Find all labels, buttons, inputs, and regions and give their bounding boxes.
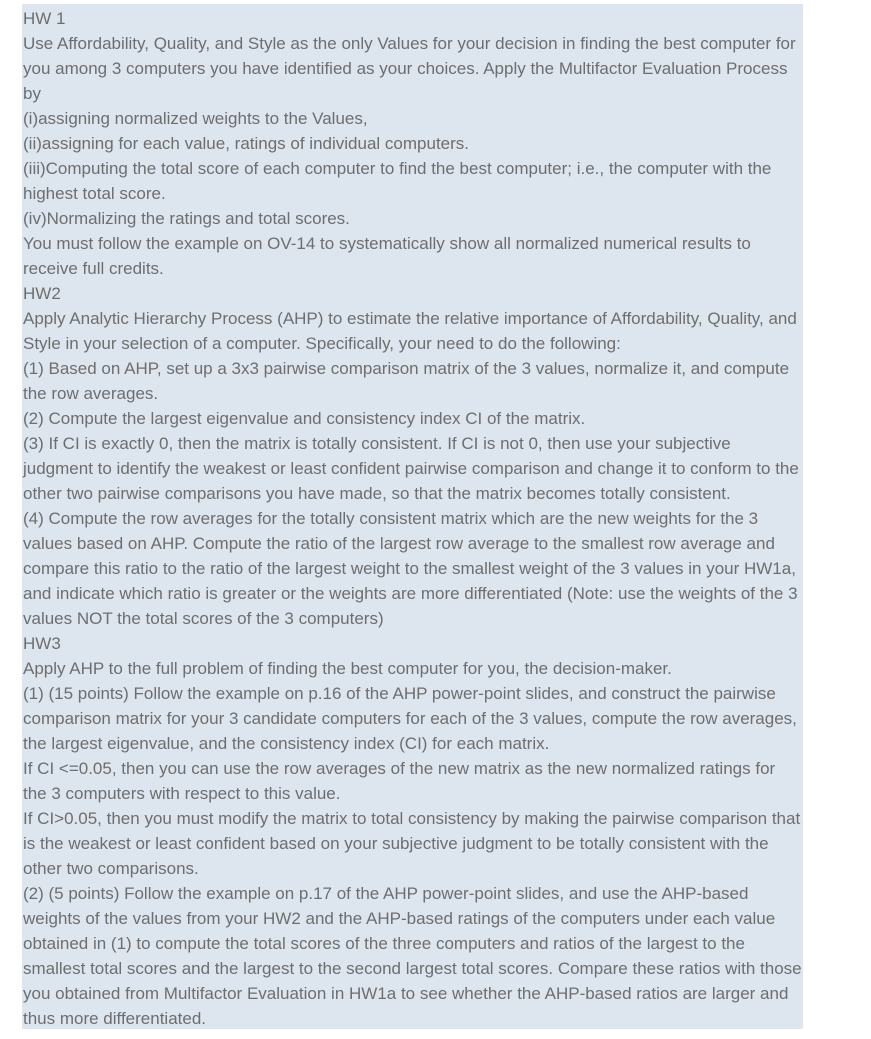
hw2-step-3: (3) If CI is exactly 0, then the matrix is totally consistent. If CI is not 0, then use your subjective judgment to identify the weakest or least confident pairwise comparison and change it to conform to the other two pairwise comparisons you have made, so that the matrix becomes totally consistent. bbox=[23, 434, 799, 503]
hw2-step-4: (4) Compute the row averages for the totally consistent matrix which are the new weights for the 3 values based on AHP. Compute the ratio of the largest row average to the smallest row average and compare this ratio to the ratio of the largest weight to the smallest weight of the 3 values in your HW1a, and indicate which ratio is greater or the weights are more differentiated (Note: use the weights of the 3 values NOT the total scores of the 3 computers) bbox=[23, 509, 798, 628]
hw1-intro: Use Affordability, Quality, and Style as the only Values for your decision in finding the best computer for you among 3 computers you have identified as your choices. Apply the Multifactor Evaluation Process by bbox=[23, 34, 796, 103]
hw1-step-2: (ii)assigning for each value, ratings of individual computers. bbox=[23, 134, 470, 153]
hw3-intro: Apply AHP to the full problem of finding the best computer for you, the decision-maker. bbox=[23, 659, 672, 678]
hw3-part-1: (1) (15 points) Follow the example on p.16 of the AHP power-point slides, and construct the pairwise comparison matrix for your 3 candidate computers for each of the 3 values, compute the row averages, the largest eigenvalue, and the consistency index (CI) for each matrix. bbox=[23, 684, 797, 753]
hw2-step-2: (2) Compute the largest eigenvalue and consistency index CI of the matrix. bbox=[23, 409, 586, 428]
hw1-heading: HW 1 bbox=[23, 9, 66, 28]
hw3-ci-high: If CI>0.05, then you must modify the matrix to total consistency by making the pairwise comparison that is the weakest or least confident based on your subjective judgment to be totally consistent with the other two comparisons. bbox=[23, 809, 801, 878]
hw1-step-3: (iii)Computing the total score of each computer to find the best computer; i.e., the computer with the highest total score. bbox=[23, 159, 772, 203]
hw1-step-4: (iv)Normalizing the ratings and total scores. bbox=[23, 209, 350, 228]
hw2-step-1: (1) Based on AHP, set up a 3x3 pairwise comparison matrix of the 3 values, normalize it, and compute the row averages. bbox=[23, 359, 790, 403]
hw1-note: You must follow the example on OV-14 to systematically show all normalized numerical results to receive full credits. bbox=[23, 234, 751, 278]
assignment-document[interactable] bbox=[23, 6, 803, 1031]
hw3-part-2: (2) (5 points) Follow the example on p.17 of the AHP power-point slides, and use the AHP-based weights of the values from your HW2 and the AHP-based ratings of the computers under each value obtained in (1) to compute the total scores of the three computers and ratios of the largest to the smallest total scores and the largest to the second largest total scores. Compare these ratios with those you obtained from Multifactor Evaluation in HW1a to see whether the AHP-based ratios are larger and thus more differentiated. bbox=[23, 884, 802, 1028]
hw3-ci-low: If CI <=0.05, then you can use the row averages of the new matrix as the new normalized ratings for the 3 computers with respect to this value. bbox=[23, 759, 776, 803]
hw2-heading: HW2 bbox=[23, 284, 61, 303]
hw1-step-1: (i)assigning normalized weights to the Values, bbox=[23, 109, 368, 128]
hw2-intro: Apply Analytic Hierarchy Process (AHP) to estimate the relative importance of Affordability, Quality, and Style in your selection of a computer. Specifically, your need to do the following: bbox=[23, 309, 797, 353]
hw3-heading: HW3 bbox=[23, 634, 61, 653]
